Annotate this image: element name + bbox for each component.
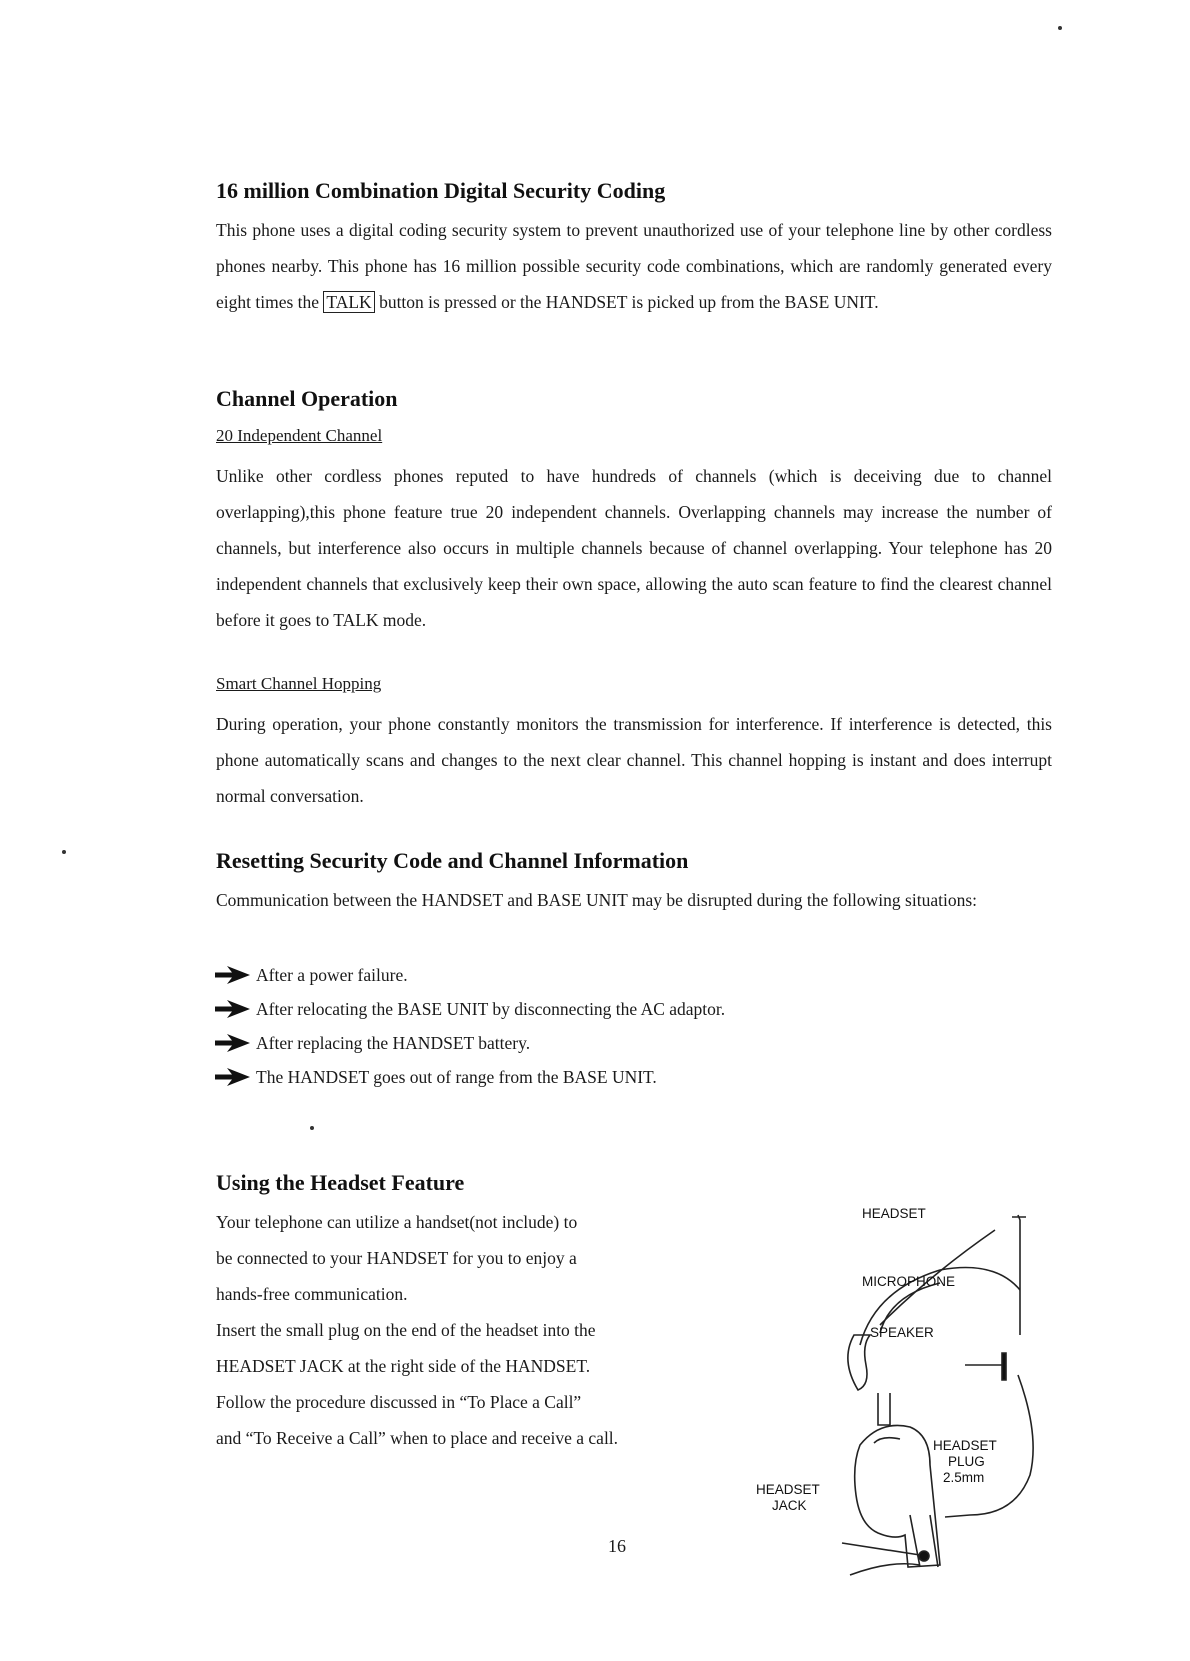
headset-paragraph	[216, 1204, 696, 1456]
independent-channel-subheading: 20 Independent Channel	[216, 426, 383, 445]
scan-mark	[1058, 26, 1062, 30]
diagram-label-microphone: MICROPHONE	[862, 1274, 956, 1289]
headset-line: Insert the small plug on the end of the headset into the	[216, 1320, 596, 1340]
security-paragraph	[216, 212, 1052, 320]
headset-line: Follow the procedure discussed in “To Place a Call”	[216, 1392, 582, 1412]
page-number: 16	[608, 1536, 626, 1556]
security-text-before: This phone uses a digital coding security system to prevent unauthorized use of your telephone line by other cordless phones nearby. This phone has 16 million possible security code combinations, which are randomly generated every eight times the	[216, 220, 1052, 312]
earpiece-shape	[848, 1335, 870, 1390]
diagram-label-speaker: SPEAKER	[870, 1325, 934, 1340]
right-arrow-icon	[214, 998, 252, 1020]
headset-line: and “To Receive a Call” when to place and receive a call.	[216, 1428, 619, 1448]
headset-line: HEADSET JACK at the right side of the HANDSET.	[216, 1356, 591, 1376]
reset-intro: Communication between the HANDSET and BASE UNIT may be disrupted during the following situations:	[216, 890, 977, 910]
security-text-after: button is pressed or the HANDSET is picked up from the BASE UNIT.	[374, 292, 879, 312]
headset-diagram	[756, 1195, 1070, 1575]
smart-hopping-paragraph: During operation, your phone constantly monitors the transmission for interference. If interference is detected, this phone automatically scans and changes to the next clear channel. This channel hopping is instant and does interrupt normal conversation.	[216, 714, 1052, 806]
handset-shape	[855, 1425, 940, 1567]
right-arrow-icon	[214, 1032, 252, 1054]
headset-line: hands-free communication.	[216, 1284, 408, 1304]
right-arrow-icon	[214, 1066, 252, 1088]
diagram-label-jack-1: HEADSET	[756, 1482, 820, 1497]
list-item: After a power failure.	[214, 960, 408, 990]
talk-key-label: TALK	[323, 291, 374, 313]
channel-heading: Channel Operation	[216, 386, 398, 411]
independent-channel-paragraph: Unlike other cordless phones reputed to have hundreds of channels (which is deceiving due to channel overlapping),this phone feature true 20 independent channels. Overlapping channels may increase the number of channels, but interference also occurs in multiple channels because of channel overlapping. Your telephone has 20 independent channels that exclusively keep their own space, allowing the auto scan feature to find the clearest channel before it goes to TALK mode.	[216, 466, 1052, 630]
headset-line: Your telephone can utilize a handset(not include) to	[216, 1212, 578, 1232]
security-heading: 16 million Combination Digital Security Coding	[216, 178, 666, 203]
headset-heading: Using the Headset Feature	[216, 1170, 465, 1195]
reset-heading: Resetting Security Code and Channel Information	[216, 848, 689, 873]
diagram-label-plug-2: PLUG	[948, 1454, 985, 1469]
list-item: After relocating the BASE UNIT by disconnecting the AC adaptor.	[214, 994, 725, 1024]
list-item: After replacing the HANDSET battery.	[214, 1028, 530, 1058]
headset-clip-shape	[1012, 1215, 1026, 1335]
scan-mark	[62, 850, 66, 854]
scan-mark	[310, 1126, 314, 1130]
diagram-label-headset: HEADSET	[862, 1206, 926, 1221]
smart-hopping-subheading: Smart Channel Hopping	[216, 674, 382, 693]
headset-line: be connected to your HANDSET for you to enjoy a	[216, 1248, 577, 1268]
diagram-label-jack-2: JACK	[772, 1498, 807, 1513]
right-arrow-icon	[214, 964, 252, 986]
diagram-label-plug-3: 2.5mm	[943, 1470, 985, 1485]
diagram-label-plug-1: HEADSET	[933, 1438, 997, 1453]
list-item: The HANDSET goes out of range from the BASE UNIT.	[214, 1062, 657, 1092]
